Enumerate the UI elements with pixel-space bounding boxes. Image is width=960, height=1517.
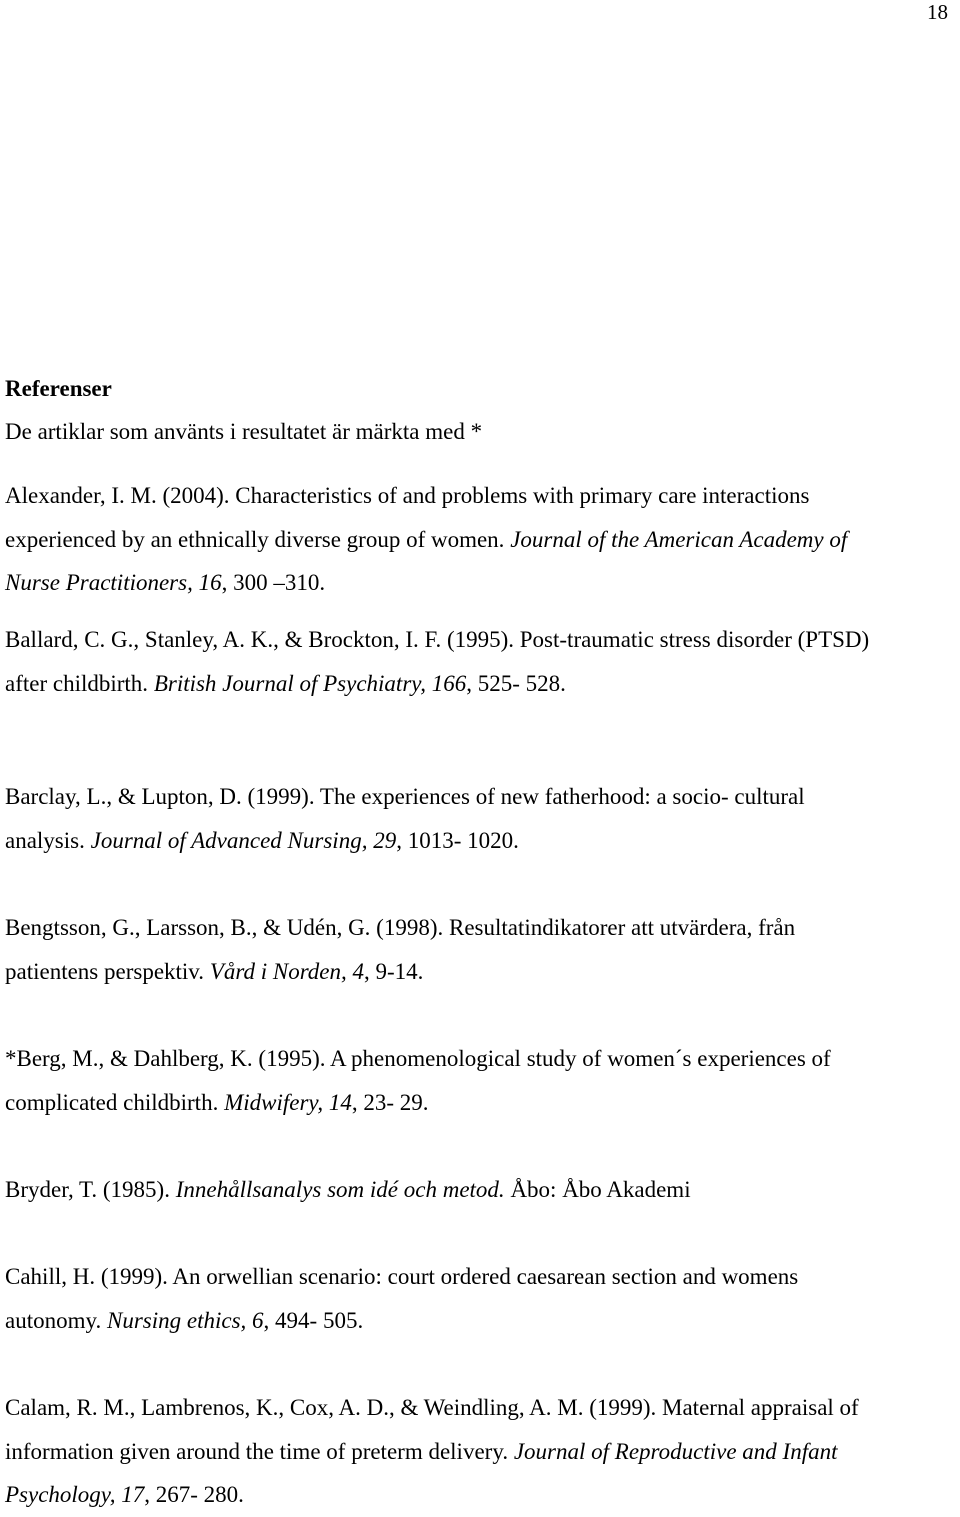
reference-text: Calam, R. M., Lambrenos, K., Cox, A. D., & Weindling, A. M. (1999). Maternal appraisal of bbox=[5, 1395, 859, 1420]
reference-text: information given around the time of preterm delivery. bbox=[5, 1438, 514, 1464]
reference-text: , 9-14. bbox=[364, 958, 424, 984]
reference-text: , 525- 528. bbox=[466, 670, 566, 696]
reference-text: Bryder, T. (1985). bbox=[5, 1177, 176, 1202]
reference-text: , 267- 280. bbox=[144, 1482, 244, 1507]
reference-line bbox=[5, 775, 960, 819]
reference-source-text: Midwifery, 14 bbox=[224, 1089, 352, 1115]
reference-line bbox=[5, 1168, 960, 1212]
reference-text: Åbo: Åbo Akademi bbox=[504, 1177, 691, 1202]
reference-text: complicated childbirth. bbox=[5, 1089, 225, 1115]
reference-text: patientens perspektiv. bbox=[5, 958, 210, 984]
reference-text: , 23- 29. bbox=[351, 1089, 429, 1115]
reference-line bbox=[5, 1386, 960, 1430]
reference-line bbox=[5, 906, 960, 950]
reference-text: , 1013- 1020. bbox=[396, 827, 519, 853]
reference-text: *Berg, M., & Dahlberg, K. (1995). A phenomenological study of women´s experiences of bbox=[5, 1046, 831, 1071]
reference-line bbox=[5, 1473, 960, 1517]
page-number: 18 bbox=[927, 0, 948, 24]
reference-text: Cahill, H. (1999). An orwellian scenario: court ordered caesarean section and womens bbox=[5, 1264, 799, 1289]
reference-text: after childbirth. bbox=[5, 670, 154, 696]
reference-text: Bengtsson, G., Larsson, B., & Udén, G. (1998). Resultatindikatorer att utvärdera, från bbox=[5, 915, 796, 940]
reference-text: Ballard, C. G., Stanley, A. K., & Brockton, I. F. (1995). Post-traumatic stress disorder (PTSD) bbox=[5, 627, 870, 652]
reference-source-text: Journal of Reproductive and Infant bbox=[513, 1438, 838, 1464]
reference-source-text: Nursing ethics, 6 bbox=[107, 1307, 264, 1333]
reference-line bbox=[5, 561, 960, 605]
references-note: De artiklar som använts i resultatet är märkta med * bbox=[5, 419, 483, 444]
reference-text: experienced by an ethnically diverse group of women. bbox=[5, 526, 511, 552]
reference-text: analysis. bbox=[5, 827, 91, 853]
reference-entry bbox=[5, 1168, 960, 1212]
reference-source-text: Vård i Norden, 4 bbox=[209, 958, 364, 984]
reference-source-text: Psychology, 17 bbox=[5, 1482, 145, 1507]
reference-source-text: British Journal of Psychiatry, 166 bbox=[153, 670, 467, 696]
reference-source-text: Journal of Advanced Nursing, 29 bbox=[90, 827, 397, 853]
reference-line bbox=[5, 618, 960, 662]
references-heading: Referenser bbox=[5, 376, 112, 401]
reference-text: , 494- 505. bbox=[263, 1307, 364, 1333]
reference-text: , 300 –310. bbox=[221, 570, 326, 595]
reference-entry bbox=[5, 906, 960, 993]
reference-line bbox=[5, 819, 960, 863]
reference-text: Barclay, L., & Lupton, D. (1999). The experiences of new fatherhood: a socio- cultural bbox=[5, 784, 805, 809]
reference-entry bbox=[5, 618, 960, 705]
reference-entry bbox=[5, 1255, 960, 1342]
reference-source-text: Innehållsanalys som idé och metod. bbox=[175, 1177, 505, 1202]
reference-text: Alexander, I. M. (2004). Characteristics of and problems with primary care interactions bbox=[5, 483, 810, 508]
reference-line bbox=[5, 1081, 960, 1125]
reference-text: autonomy. bbox=[5, 1307, 107, 1333]
reference-entry bbox=[5, 775, 960, 862]
reference-line bbox=[5, 950, 960, 994]
reference-line bbox=[5, 518, 960, 562]
reference-entry bbox=[5, 1386, 960, 1517]
reference-source-text: Journal of the American Academy of bbox=[510, 526, 848, 552]
reference-line bbox=[5, 474, 960, 518]
reference-line bbox=[5, 1299, 960, 1343]
reference-entry bbox=[5, 474, 960, 605]
reference-entry bbox=[5, 1037, 960, 1124]
reference-source-text: Nurse Practitioners, 16 bbox=[5, 570, 222, 595]
reference-line bbox=[5, 1255, 960, 1299]
reference-line bbox=[5, 1037, 960, 1081]
reference-line bbox=[5, 1430, 960, 1474]
reference-line bbox=[5, 662, 960, 706]
